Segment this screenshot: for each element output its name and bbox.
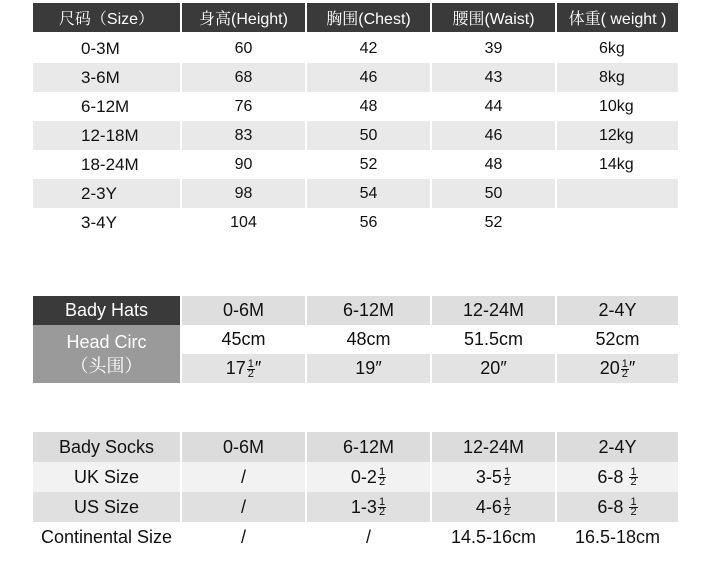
size-cell: 12-18M — [33, 121, 180, 150]
size-table — [31, 3, 680, 237]
table-row — [33, 150, 678, 179]
uk-size-label: UK Size — [33, 462, 180, 492]
hats-inch-2: 20″ — [432, 354, 555, 383]
table-row — [33, 34, 678, 63]
continental-size-label: Continental Size — [33, 522, 180, 552]
socks-col-2: 12-24M — [432, 432, 555, 462]
socks-table — [31, 432, 680, 552]
uk-cell — [432, 462, 555, 492]
fraction-numerator: 1 — [378, 466, 386, 479]
chest-cell: 52 — [307, 150, 430, 179]
hats-title: Bady Hats — [33, 296, 180, 325]
hats-col-3: 2-4Y — [557, 296, 678, 325]
table-row — [33, 92, 678, 121]
socks-continental-row — [33, 522, 678, 552]
uk-value: 6-8 — [597, 466, 629, 487]
hats-col-1: 6-12M — [307, 296, 430, 325]
fraction — [247, 357, 255, 380]
socks-col-3: 2-4Y — [557, 432, 678, 462]
chest-cell: 56 — [307, 208, 430, 237]
hats-inch-0 — [182, 354, 305, 383]
uk-value: 3-5 — [475, 466, 502, 487]
size-cell: 18-24M — [33, 150, 180, 179]
fraction-denominator: 2 — [503, 476, 511, 489]
fraction-numerator: 1 — [621, 357, 628, 370]
fraction-numerator: 1 — [630, 496, 637, 509]
hats-header-row — [33, 296, 678, 325]
socks-uk-row — [33, 462, 678, 492]
us-cell — [432, 492, 555, 522]
head-circ-label-line2: （头围） — [70, 356, 143, 376]
table-row — [33, 208, 678, 237]
waist-cell: 44 — [432, 92, 555, 121]
continental-cell: 16.5-18cm — [557, 522, 678, 552]
waist-cell: 52 — [432, 208, 555, 237]
us-size-label: US Size — [33, 492, 180, 522]
hats-inch-1: 19″ — [307, 354, 430, 383]
fraction-denominator: 2 — [630, 476, 637, 489]
weight-cell — [557, 179, 678, 208]
fraction-denominator: 2 — [378, 506, 386, 519]
us-value: 6-8 — [597, 496, 629, 517]
chest-cell: 46 — [307, 63, 430, 92]
fraction-denominator: 2 — [378, 476, 386, 489]
height-cell: 83 — [182, 121, 305, 150]
continental-cell: / — [182, 522, 305, 552]
height-cell: 60 — [182, 34, 305, 63]
socks-col-1: 6-12M — [307, 432, 430, 462]
fraction-numerator: 1 — [378, 496, 386, 509]
fraction-denominator: 2 — [247, 367, 254, 380]
waist-cell: 39 — [432, 34, 555, 63]
fraction-numerator: 1 — [247, 357, 254, 370]
fraction-denominator: 2 — [630, 506, 637, 519]
weight-cell: 6kg — [557, 34, 678, 63]
weight-cell: 12kg — [557, 121, 678, 150]
size-cell: 3-4Y — [33, 208, 180, 237]
waist-cell: 50 — [432, 179, 555, 208]
fraction-numerator: 1 — [630, 466, 637, 479]
table-row — [33, 63, 678, 92]
hats-cm-row — [33, 325, 678, 354]
inch-suffix: ″ — [628, 358, 636, 378]
hats-cm-0: 45cm — [182, 325, 305, 354]
hats-cm-1: 48cm — [307, 325, 430, 354]
hats-cm-2: 51.5cm — [432, 325, 555, 354]
height-cell: 76 — [182, 92, 305, 121]
size-cell: 2-3Y — [33, 179, 180, 208]
inch-whole: 20 — [599, 358, 620, 378]
fraction-denominator: 2 — [621, 367, 628, 380]
waist-cell: 48 — [432, 150, 555, 179]
uk-cell — [557, 462, 678, 492]
weight-cell: 14kg — [557, 150, 678, 179]
us-value: 1-3 — [350, 496, 377, 517]
height-cell: 104 — [182, 208, 305, 237]
table-row — [33, 121, 678, 150]
fraction — [621, 357, 629, 380]
height-cell: 90 — [182, 150, 305, 179]
socks-title: Bady Socks — [33, 432, 180, 462]
head-circ-label — [33, 325, 180, 383]
us-value: 4-6 — [475, 496, 502, 517]
fraction — [378, 498, 386, 517]
size-cell: 0-3M — [33, 34, 180, 63]
hats-cm-3: 52cm — [557, 325, 678, 354]
fraction — [629, 498, 637, 517]
chest-cell: 48 — [307, 92, 430, 121]
weight-cell: 8kg — [557, 63, 678, 92]
uk-cell: / — [182, 462, 305, 492]
header-waist: 腰围(Waist) — [432, 3, 555, 34]
waist-cell: 46 — [432, 121, 555, 150]
hats-col-0: 0-6M — [182, 296, 305, 325]
chest-cell: 50 — [307, 121, 430, 150]
size-table-header — [33, 3, 678, 34]
us-cell — [557, 492, 678, 522]
socks-header-row — [33, 432, 678, 462]
fraction-numerator: 1 — [503, 496, 511, 509]
socks-col-0: 0-6M — [182, 432, 305, 462]
us-cell — [307, 492, 430, 522]
inch-suffix: ″ — [254, 358, 262, 378]
fraction-denominator: 2 — [503, 506, 511, 519]
hats-inch-3 — [557, 354, 678, 383]
uk-cell — [307, 462, 430, 492]
head-circ-label-line1: Head Circ — [66, 332, 147, 352]
size-cell: 3-6M — [33, 63, 180, 92]
header-chest: 胸围(Chest) — [307, 3, 430, 34]
socks-us-row — [33, 492, 678, 522]
continental-cell: / — [307, 522, 430, 552]
uk-value: 0-2 — [350, 466, 377, 487]
size-cell: 6-12M — [33, 92, 180, 121]
hats-table — [31, 296, 680, 383]
continental-cell: 14.5-16cm — [432, 522, 555, 552]
chest-cell: 54 — [307, 179, 430, 208]
chest-cell: 42 — [307, 34, 430, 63]
inch-whole: 17 — [225, 358, 246, 378]
weight-cell: 10kg — [557, 92, 678, 121]
header-weight: 体重( weight ) — [557, 3, 678, 34]
height-cell: 98 — [182, 179, 305, 208]
fraction — [503, 468, 511, 487]
fraction — [629, 468, 637, 487]
height-cell: 68 — [182, 63, 305, 92]
waist-cell: 43 — [432, 63, 555, 92]
table-row — [33, 179, 678, 208]
weight-cell — [557, 208, 678, 237]
header-height: 身高(Height) — [182, 3, 305, 34]
fraction-numerator: 1 — [503, 466, 511, 479]
us-cell: / — [182, 492, 305, 522]
header-size: 尺码（Size） — [33, 3, 180, 34]
fraction — [378, 468, 386, 487]
fraction — [503, 498, 511, 517]
hats-col-2: 12-24M — [432, 296, 555, 325]
